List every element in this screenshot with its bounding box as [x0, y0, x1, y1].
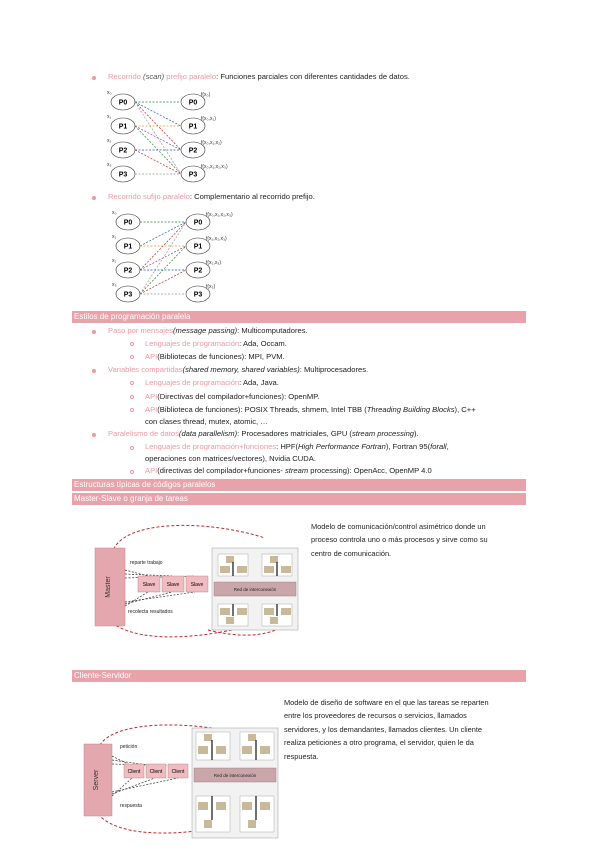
input-label: x₂ — [107, 138, 112, 144]
scan-edge — [135, 126, 181, 150]
output-label: f(x₀,x₁,x₂,x₃) — [201, 164, 228, 170]
bullet-dot — [92, 369, 96, 373]
section-heading-master-slave: Master-Slave o granja de tareas — [72, 493, 526, 505]
left-node-label: P2 — [123, 267, 133, 275]
prefix-scan-diagram — [105, 88, 285, 188]
style-message-passing: Paso por mensajes(message passing): Multicomputadores. — [108, 326, 308, 335]
left-node-label: P1 — [123, 243, 133, 251]
client-label: Client — [149, 769, 163, 775]
sub-bullet — [130, 381, 134, 385]
input-label: x₀ — [112, 210, 117, 216]
left-node-label: P1 — [118, 123, 128, 131]
sub-bullet — [130, 408, 134, 412]
bullet-dot — [92, 196, 96, 200]
style-shared-api-2: API(Biblioteca de funciones): POSIX Threads, shmem, Intel TBB (Threading Building Blocks), C++ — [145, 405, 476, 414]
arrow-top-label: reparte trabajo — [130, 560, 163, 566]
scan-paren: (scan) — [143, 72, 165, 81]
sub-bullet — [130, 342, 134, 346]
left-node-label: P0 — [123, 219, 133, 227]
scan-bullet: Recorrido (scan) prefijo paralelo: Funciones parciales con diferentes cantidades de datos. — [108, 72, 410, 81]
section-heading-client-server: Cliente-Servidor — [72, 670, 526, 682]
slave-label: Slave — [190, 582, 204, 588]
suffix-scan-diagram — [110, 208, 290, 308]
style-message-passing-lang: Lenguajes de programación: Ada, Occam. — [145, 339, 287, 348]
left-node-label: P0 — [118, 99, 128, 107]
style-message-passing-api: API(Bibliotecas de funciones): MPI, PVM. — [145, 352, 285, 361]
style-shared-variables: Variables compartidas(shared memory, shared variables): Multiprocesadores. — [108, 365, 369, 374]
scan-edge — [140, 246, 186, 270]
slave-label: Slave — [142, 582, 156, 588]
output-label: f(x₃) — [206, 284, 216, 290]
sub-bullet — [130, 395, 134, 399]
scan-edge — [140, 270, 186, 294]
client-label: Client — [171, 769, 185, 775]
master-slave-figure — [90, 518, 305, 643]
bullet-dot — [92, 433, 96, 437]
output-label: f(x₀,x₁,x₂) — [201, 140, 222, 146]
right-node-label: P2 — [193, 267, 203, 275]
style-shared-api-1: API(Directivas del compilador+funciones): OpenMP. — [145, 392, 320, 401]
style-data-lang: Lenguajes de programación+funciones: HPF(High Performance Fortran), Fortran 95(forall, — [145, 442, 449, 451]
server-label: Server — [93, 769, 100, 791]
style-data-api: API(directivas del compilador+funciones- stream processing): OpenAcc, OpenMP 4.0 — [145, 466, 432, 475]
style-data-parallelism: Paralelismo de datos(data parallelism): Procesadores matriciales, GPU (stream processing). — [108, 429, 419, 438]
left-node-label: P2 — [118, 147, 128, 155]
bullet-dot — [92, 76, 96, 80]
bullet-dot — [92, 330, 96, 334]
style-shared-lang: Lenguajes de programación: Ada, Java. — [145, 378, 279, 387]
right-node-label: P0 — [188, 99, 198, 107]
output-label: f(x₀,x₁) — [201, 116, 216, 122]
scan-edge — [140, 222, 186, 246]
arrow-bottom-label: respuesta — [120, 803, 142, 809]
output-label: f(x₂,x₃) — [206, 260, 222, 266]
style-shared-api-2-line2: con clases thread, mutex, atomic, … — [145, 417, 268, 426]
input-label: x₁ — [107, 114, 112, 120]
sub-bullet — [130, 446, 134, 450]
input-label: x₂ — [112, 258, 117, 264]
right-node-label: P3 — [193, 291, 203, 299]
master-description: Modelo de comunicación/control asimétrico donde un proceso controla uno o más procesos y sirve como su centro de comunicación. — [311, 522, 488, 558]
input-label: x₃ — [107, 162, 112, 168]
right-node-label: P1 — [188, 123, 198, 131]
network-label: Red de interconexión — [213, 773, 257, 778]
right-node-label: P2 — [188, 147, 198, 155]
output-label: f(x₁,x₂,x₃) — [206, 236, 227, 242]
right-node-label: P0 — [193, 219, 203, 227]
suffix-bullet: Recorrido sufijo paralelo: Complementario al recorrido prefijo. — [108, 192, 315, 201]
client-server-figure — [80, 722, 280, 840]
left-node-label: P3 — [123, 291, 133, 299]
output-label: f(x₀,x₁,x₂,x₃) — [206, 212, 233, 218]
left-node-label: P3 — [118, 171, 128, 179]
arrow-bottom-label: recolecta resultados — [128, 609, 173, 615]
sub-bullet — [130, 470, 134, 474]
arrow-top-label: petición — [120, 744, 138, 750]
section-heading-structures: Estructuras típicas de códigos paralelos — [72, 479, 526, 491]
style-data-lang-line2: operaciones con matrices/vectores), Nvidia CUDA. — [145, 454, 316, 463]
master-label: Master — [105, 576, 112, 598]
input-label: x₃ — [112, 282, 117, 288]
input-label: x₁ — [112, 234, 117, 240]
network-label: Red de interconexión — [233, 587, 277, 592]
input-label: x₀ — [107, 90, 112, 96]
section-heading-styles: Estilos de programación paralela — [72, 311, 526, 323]
client-server-description: Modelo de diseño de software en el que las tareas se reparten entre los proveedores de recursos o servicios, llamados servidores, y los demandantes, llamados clientes. Un cliente realiza peticiones a otro programa, el servidor, quien le da respuesta. — [284, 698, 489, 761]
scan-edge — [135, 102, 181, 126]
client-label: Client — [127, 769, 141, 775]
right-node-label: P3 — [188, 171, 198, 179]
output-label: f(x₀) — [201, 92, 211, 98]
slave-label: Slave — [166, 582, 180, 588]
scan-edge — [135, 150, 181, 174]
right-node-label: P1 — [193, 243, 203, 251]
sub-bullet — [130, 355, 134, 359]
